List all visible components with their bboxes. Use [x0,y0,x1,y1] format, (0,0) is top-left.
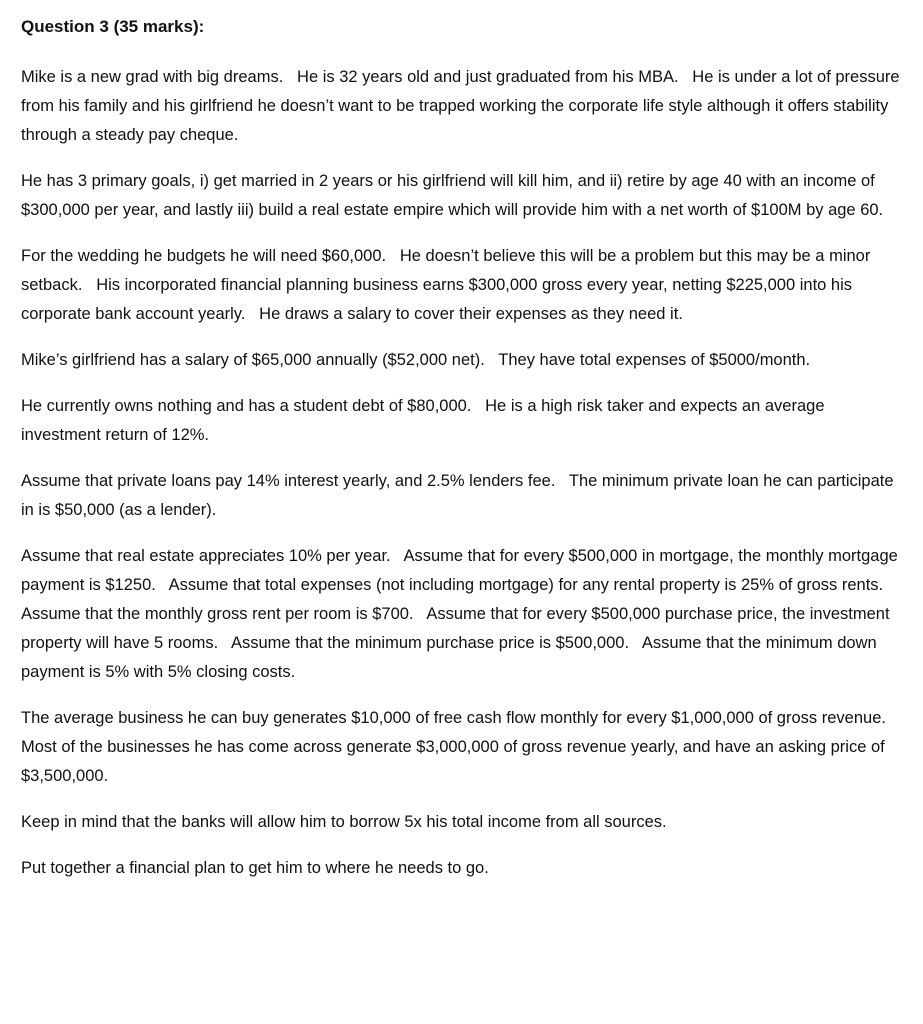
paragraph-goals: He has 3 primary goals, i) get married in 2 years or his girlfriend will kill him, and ii) retire by age 40 with an income of $300,000 per year, and lastly iii) build a real estate empire which will provide him with a net worth of $100M by age 60. [21,172,884,219]
paragraph-intro: Mike is a new grad with big dreams. He is 32 years old and just graduated from his MBA. He is under a lot of pressure from his family and his girlfriend he doesn’t want to be trapped working the corporate life style although it offers stability through a steady pay cheque. [21,68,905,144]
paragraph-bank-borrowing: Keep in mind that the banks will allow him to borrow 5x his total income from all sources. [21,813,667,831]
paragraph-girlfriend-salary: Mike’s girlfriend has a salary of $65,000 annually ($52,000 net). They have total expenses of $5000/month. [21,351,811,369]
paragraph-real-estate: Assume that real estate appreciates 10% per year. Assume that for every $500,000 in mortgage, the monthly mortgage payment is $1250. Assume that total expenses (not including mortgage) for any rental property is 25% of gross rents. Assume that the monthly gross rent per room is $700. Assume that for every $500,000 purchase price, the investment property will have 5 rooms. Assume that the minimum purchase price is $500,000. Assume that the minimum down payment is 5% with 5% closing costs. [21,547,903,681]
document-page [21,16,905,900]
paragraph-wedding-business: For the wedding he budgets he will need $60,000. He doesn’t believe this will be a problem but this may be a minor setback. His incorporated financial planning business earns $300,000 gross every year, netting $225,000 into his corporate bank account yearly. He draws a salary to cover their expenses as they need it. [21,247,875,323]
paragraph-private-loans: Assume that private loans pay 14% interest yearly, and 2.5% lenders fee. The minimum private loan he can participate in is $50,000 (as a lender). [21,472,899,519]
paragraph-business: The average business he can buy generates $10,000 of free cash flow monthly for every $1,000,000 of gross revenue. Most of the businesses he has come across generate $3,000,000 of gross revenue yearly, and have an asking price of $3,500,000. [21,709,900,785]
question-heading: Question 3 (35 marks): [21,17,205,36]
paragraph-instruction: Put together a financial plan to get him to where he needs to go. [21,859,489,877]
paragraph-debt-risk: He currently owns nothing and has a student debt of $80,000. He is a high risk taker and expects an average investment return of 12%. [21,397,830,444]
